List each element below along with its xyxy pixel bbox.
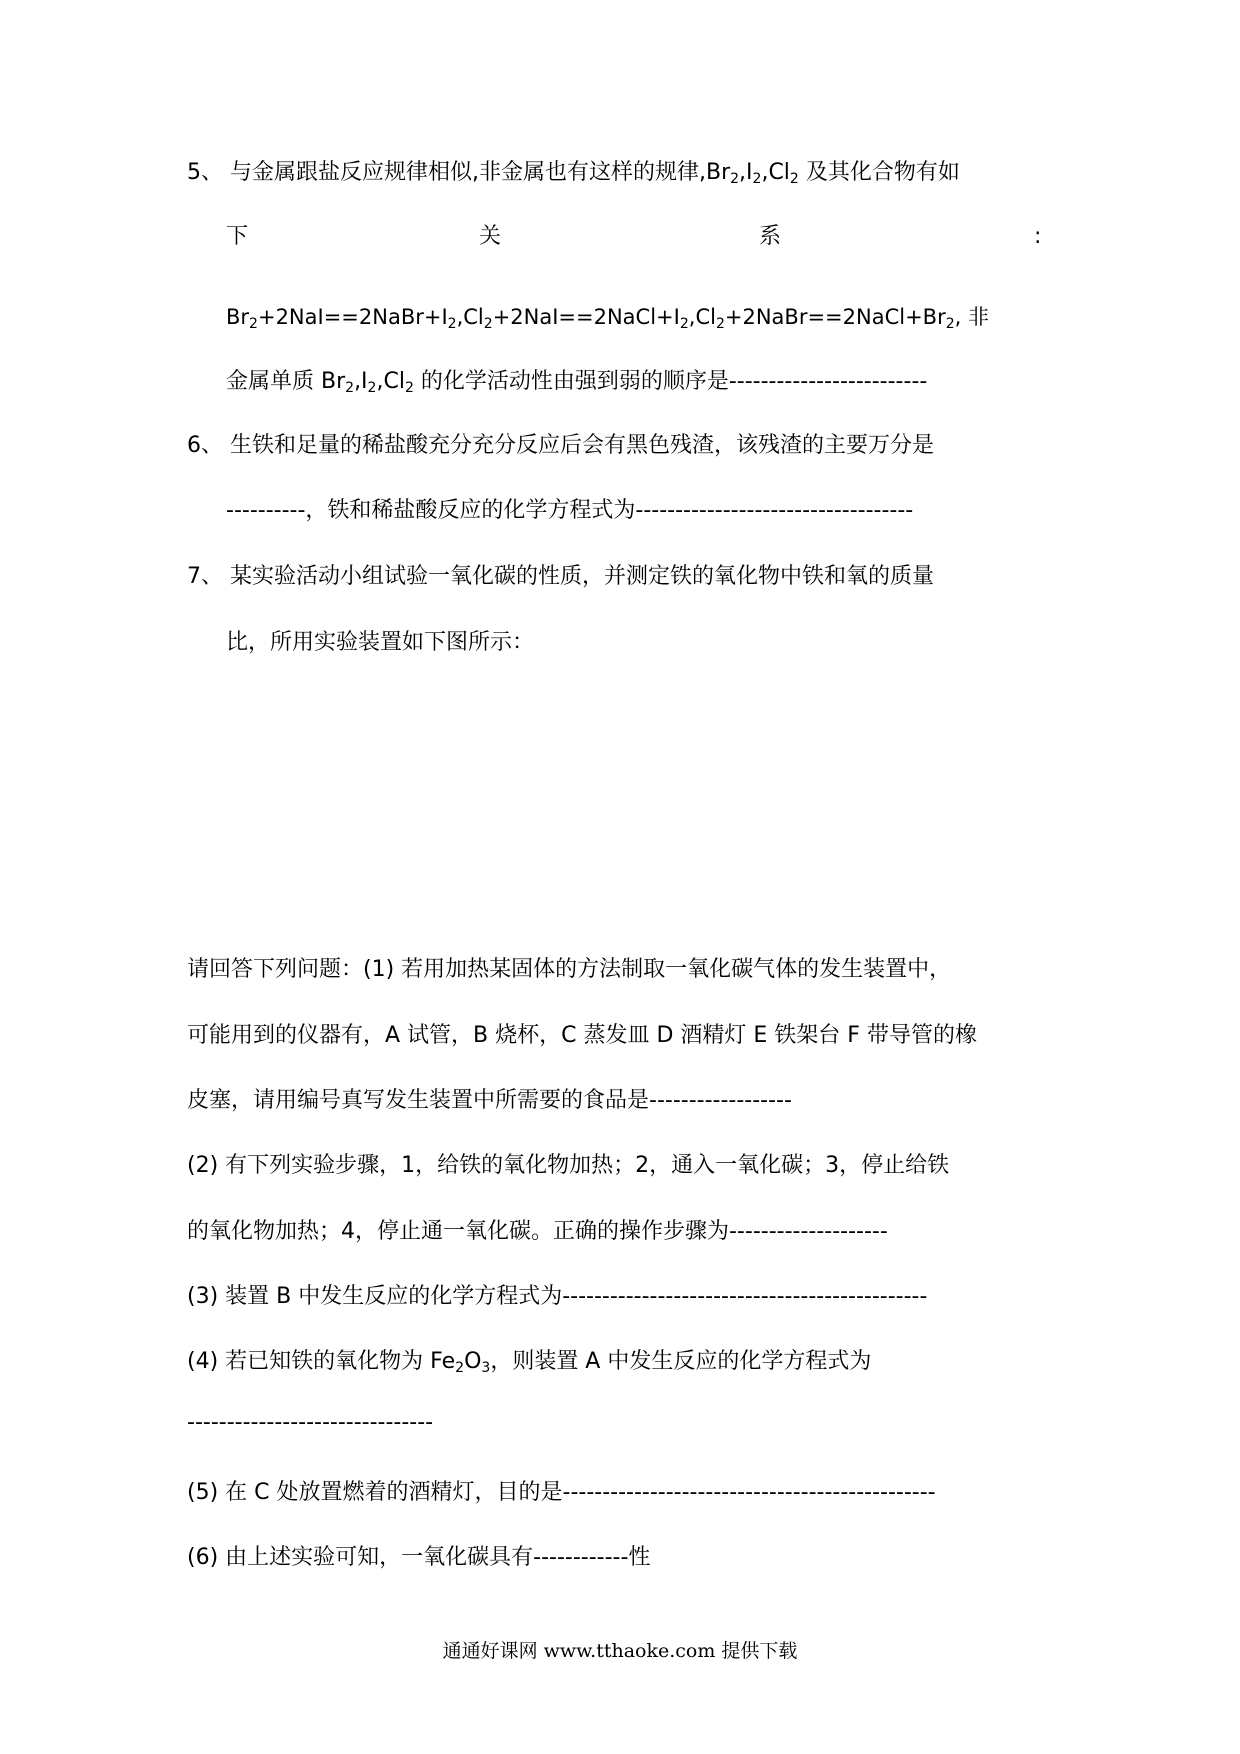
q5-word: 系	[759, 224, 782, 249]
eq-text: +2NaI==2NaCl+I	[492, 305, 680, 329]
q5-line3-equations	[226, 302, 1056, 332]
figure-placeholder	[187, 680, 1047, 920]
subscript: 2	[455, 1360, 465, 1376]
q7-line2: 比，所用实验装置如下图所示：	[226, 630, 535, 655]
p4-text: (4) 若已知铁的氧化物为 Fe	[187, 1349, 456, 1374]
q5-text: ,I	[739, 160, 753, 185]
eq-text: ,Cl	[688, 305, 716, 329]
subscript: 2	[447, 316, 457, 332]
questions-p4-line2: -------------------------------	[187, 1410, 434, 1435]
q5-text: ,Cl	[376, 369, 405, 394]
eq-text: +2NaBr==2NaCl+Br	[724, 305, 946, 329]
p4-text: ，则装置 A 中发生反应的化学方程式为	[490, 1349, 872, 1374]
q5-line4	[226, 367, 927, 397]
subscript: 2	[367, 380, 377, 396]
questions-p1-line2: 可能用到的仪器有，A 试管，B 烧杯，C 蒸发皿 D 酒精灯 E 铁架台 F 带导管的橡	[187, 1023, 977, 1048]
subscript: 2	[345, 380, 355, 396]
q5-word: 下	[226, 224, 249, 249]
subscript: 2	[249, 316, 258, 332]
eq-text: +2NaI==2NaBr+I	[257, 305, 448, 329]
questions-p6: (6) 由上述实验可知，一氧化碳具有------------性	[187, 1545, 651, 1570]
subscript: 2	[679, 316, 689, 332]
q5-text: 5、 与金属跟盐反应规律相似,非金属也有这样的规律,Br	[187, 160, 731, 185]
q6-line2: ----------，铁和稀盐酸反应的化学方程式为-----------------------------------	[226, 498, 914, 523]
q5-line1	[187, 158, 1047, 188]
questions-p2-line1: (2) 有下列实验步骤，1，给铁的氧化物加热；2，通入一氧化碳；3，停止给铁	[187, 1153, 950, 1178]
eq-text: , 非	[954, 305, 989, 329]
q5-text: ,I	[354, 369, 368, 394]
q5-word: 关	[479, 224, 502, 249]
p4-text: O	[464, 1349, 482, 1374]
subscript: 2	[752, 171, 762, 187]
subscript: 2	[715, 316, 725, 332]
subscript: 2	[483, 316, 493, 332]
subscript: 2	[945, 316, 955, 332]
eq-text: Br	[226, 305, 250, 329]
subscript: 2	[789, 171, 799, 187]
page-footer: 通通好课网 www.tthaoke.com 提供下载	[442, 1640, 798, 1662]
questions-p5: (5) 在 C 处放置燃着的酒精灯，目的是-----------------------------------------------	[187, 1480, 936, 1505]
eq-text: ,Cl	[456, 305, 484, 329]
q5-text: 的化学活动性由强到弱的顺序是-------------------------	[413, 369, 928, 394]
questions-p1-line1: 请回答下列问题：(1) 若用加热某固体的方法制取一氧化碳气体的发生装置中，	[187, 957, 952, 982]
subscript: 2	[404, 380, 414, 396]
questions-p2-line2: 的氧化物加热；4，停止通一氧化碳。正确的操作步骤为--------------------	[187, 1219, 888, 1244]
questions-p4-line1	[187, 1347, 871, 1377]
q5-text: 及其化合物有如	[798, 160, 960, 185]
q5-text: ,Cl	[761, 160, 790, 185]
q7-line1: 7、 某实验活动小组试验一氧化碳的性质，并测定铁的氧化物中铁和氧的质量	[187, 564, 934, 589]
subscript: 3	[481, 1360, 491, 1376]
q5-text: 金属单质 Br	[226, 369, 346, 394]
questions-p3: (3) 装置 B 中发生反应的化学方程式为----------------------------------------------	[187, 1284, 928, 1309]
q5-word: :	[1034, 224, 1042, 249]
q6-line1: 6、 生铁和足量的稀盐酸充分充分反应后会有黑色残渣，该残渣的主要万分是	[187, 433, 934, 458]
questions-p1-line3: 皮塞，请用编号真写发生装置中所需要的食品是------------------	[187, 1088, 792, 1113]
subscript: 2	[730, 171, 740, 187]
